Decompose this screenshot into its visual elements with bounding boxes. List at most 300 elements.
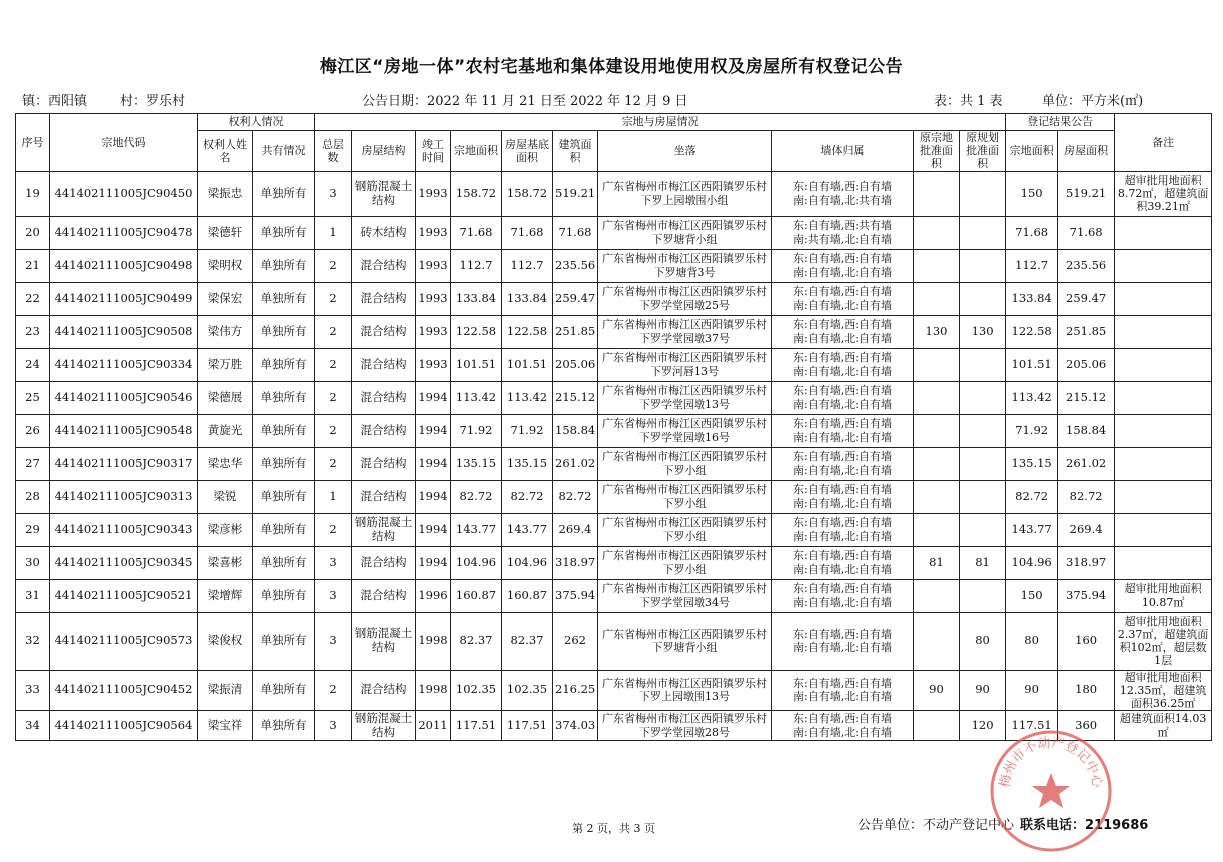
orig-approved-area — [914, 171, 960, 216]
wall-east-west: 东:自有墙,西:自有墙 — [793, 483, 892, 497]
completion-year: 1993 — [416, 282, 451, 315]
orig-approved-area — [914, 414, 960, 447]
parcel-code: 441402111005JC90452 — [50, 670, 198, 711]
row-seq: 26 — [16, 414, 50, 447]
owner-name: 梁锐 — [198, 480, 253, 513]
completion-year: 1998 — [416, 670, 451, 711]
building-area: 216.25 — [553, 670, 598, 711]
house-structure: 混合结构 — [352, 447, 416, 480]
header-seq: 序号 — [16, 114, 50, 172]
owner-name: 梁忠华 — [198, 447, 253, 480]
share-status: 单独所有 — [253, 447, 315, 480]
wall-south-north: 南:自有墙,北:自有墙 — [793, 364, 892, 378]
result-land-area: 122.58 — [1006, 315, 1058, 348]
owner-name: 梁万胜 — [198, 348, 253, 381]
share-status: 单独所有 — [253, 546, 315, 579]
completion-year: 1994 — [416, 381, 451, 414]
orig-plan-area: 81 — [960, 546, 1006, 579]
wall-south-north: 南:共有墙,北:自有墙 — [793, 232, 892, 246]
wall-east-west: 东:自有墙,西:自有墙 — [793, 582, 892, 596]
building-area: 82.72 — [553, 480, 598, 513]
orig-plan-area — [960, 513, 1006, 546]
floor-count: 2 — [315, 249, 352, 282]
result-house-area: 215.12 — [1058, 381, 1115, 414]
wall-east-west: 东:自有墙,西:自有墙 — [793, 252, 892, 266]
completion-year: 1994 — [416, 546, 451, 579]
location: 广东省梅州市梅江区西阳镇罗乐村下罗上园墩围小组 — [598, 171, 772, 216]
header-res-land: 宗地面积 — [1006, 131, 1058, 172]
row-seq: 34 — [16, 711, 50, 741]
orig-plan-area — [960, 480, 1006, 513]
wall-ownership — [772, 315, 914, 348]
base-area: 82.37 — [502, 612, 553, 670]
owner-name: 梁伟方 — [198, 315, 253, 348]
land-area: 71.68 — [451, 216, 502, 249]
orig-approved-area — [914, 480, 960, 513]
seal-star-icon — [1032, 773, 1070, 808]
contact-phone: 联系电话：2119686 — [1020, 818, 1149, 833]
location: 广东省梅州市梅江区西阳镇罗乐村下罗学堂园墩37号 — [598, 315, 772, 348]
floor-count: 2 — [315, 414, 352, 447]
share-status: 单独所有 — [253, 480, 315, 513]
house-structure: 混合结构 — [352, 546, 416, 579]
building-area: 71.68 — [553, 216, 598, 249]
wall-ownership — [772, 711, 914, 741]
wall-south-north: 南:自有墙,北:自有墙 — [793, 529, 892, 543]
registration-table — [15, 113, 1212, 741]
floor-count: 2 — [315, 447, 352, 480]
location: 广东省梅州市梅江区西阳镇罗乐村下罗上园墩围13号 — [598, 670, 772, 711]
house-structure: 混合结构 — [352, 579, 416, 612]
building-area: 262 — [553, 612, 598, 670]
remark — [1115, 546, 1212, 579]
orig-approved-area — [914, 513, 960, 546]
header-remark: 备注 — [1115, 114, 1212, 172]
land-area: 117.51 — [451, 711, 502, 741]
wall-south-north: 南:自有墙,北:自有墙 — [793, 397, 892, 411]
completion-year: 1993 — [416, 348, 451, 381]
owner-name: 梁增辉 — [198, 579, 253, 612]
land-area: 71.92 — [451, 414, 502, 447]
wall-ownership — [772, 670, 914, 711]
owner-name: 梁德展 — [198, 381, 253, 414]
house-structure: 混合结构 — [352, 315, 416, 348]
result-land-area: 113.42 — [1006, 381, 1058, 414]
parcel-code: 441402111005JC90343 — [50, 513, 198, 546]
base-area: 82.72 — [502, 480, 553, 513]
remark — [1115, 513, 1212, 546]
wall-ownership — [772, 249, 914, 282]
wall-east-west: 东:自有墙,西:共有墙 — [793, 219, 892, 233]
wall-ownership — [772, 171, 914, 216]
building-area: 259.47 — [553, 282, 598, 315]
result-land-area: 133.84 — [1006, 282, 1058, 315]
share-status: 单独所有 — [253, 579, 315, 612]
town-label: 镇：西阳镇 — [22, 94, 88, 109]
house-structure: 混合结构 — [352, 249, 416, 282]
owner-name: 梁喜彬 — [198, 546, 253, 579]
building-area: 235.56 — [553, 249, 598, 282]
completion-year: 1994 — [416, 480, 451, 513]
orig-plan-area — [960, 414, 1006, 447]
share-status: 单独所有 — [253, 282, 315, 315]
base-area: 117.51 — [502, 711, 553, 741]
remark — [1115, 414, 1212, 447]
floor-count: 1 — [315, 216, 352, 249]
wall-east-west: 东:自有墙,西:自有墙 — [793, 712, 892, 726]
orig-plan-area — [960, 282, 1006, 315]
wall-east-west: 东:自有墙,西:自有墙 — [793, 450, 892, 464]
building-area: 519.21 — [553, 171, 598, 216]
land-area: 143.77 — [451, 513, 502, 546]
completion-year: 1994 — [416, 414, 451, 447]
wall-south-north: 南:自有墙,北:自有墙 — [793, 562, 892, 576]
row-seq: 30 — [16, 546, 50, 579]
share-status: 单独所有 — [253, 711, 315, 741]
result-land-area: 143.77 — [1006, 513, 1058, 546]
row-seq: 32 — [16, 612, 50, 670]
orig-plan-area — [960, 579, 1006, 612]
house-structure: 钢筋混凝土结构 — [352, 171, 416, 216]
wall-ownership — [772, 480, 914, 513]
result-house-area: 269.4 — [1058, 513, 1115, 546]
result-land-area: 112.7 — [1006, 249, 1058, 282]
village-label: 村：罗乐村 — [120, 94, 186, 109]
base-area: 143.77 — [502, 513, 553, 546]
share-status: 单独所有 — [253, 670, 315, 711]
result-house-area: 375.94 — [1058, 579, 1115, 612]
header-orig-plan: 原规划批准面积 — [960, 131, 1006, 172]
building-area: 251.85 — [553, 315, 598, 348]
floor-count: 1 — [315, 480, 352, 513]
wall-south-north: 南:自有墙,北:自有墙 — [793, 298, 892, 312]
parcel-code: 441402111005JC90499 — [50, 282, 198, 315]
parcel-code: 441402111005JC90546 — [50, 381, 198, 414]
building-area: 158.84 — [553, 414, 598, 447]
header-orig-approved: 原宗地批准面积 — [914, 131, 960, 172]
base-area: 71.68 — [502, 216, 553, 249]
table-row — [16, 546, 1212, 579]
wall-south-north: 南:自有墙,北:自有墙 — [793, 331, 892, 345]
header-year: 竣工时间 — [416, 131, 451, 172]
location: 广东省梅州市梅江区西阳镇罗乐村下罗小组 — [598, 513, 772, 546]
floor-count: 2 — [315, 282, 352, 315]
table-row — [16, 612, 1212, 670]
result-house-area: 519.21 — [1058, 171, 1115, 216]
table-body — [16, 171, 1212, 741]
share-status: 单独所有 — [253, 249, 315, 282]
header-build-area: 建筑面积 — [553, 131, 598, 172]
remark: 超审批用地面积2.37㎡，超建筑面积102㎡，超层数1层 — [1115, 612, 1212, 670]
completion-year: 1993 — [416, 216, 451, 249]
share-status: 单独所有 — [253, 612, 315, 670]
house-structure: 钢筋混凝土结构 — [352, 612, 416, 670]
result-land-area: 82.72 — [1006, 480, 1058, 513]
base-area: 135.15 — [502, 447, 553, 480]
seal-text: 梅州市不动产登记中心 — [997, 735, 1105, 789]
row-seq: 24 — [16, 348, 50, 381]
completion-year: 1993 — [416, 315, 451, 348]
header-name: 权利人姓名 — [198, 131, 253, 172]
orig-plan-area — [960, 249, 1006, 282]
header-rights-group: 权利人情况 — [198, 114, 315, 131]
orig-plan-area: 130 — [960, 315, 1006, 348]
owner-name: 梁保宏 — [198, 282, 253, 315]
remark — [1115, 216, 1212, 249]
land-area: 102.35 — [451, 670, 502, 711]
orig-plan-area — [960, 171, 1006, 216]
wall-ownership — [772, 513, 914, 546]
result-house-area: 318.97 — [1058, 546, 1115, 579]
orig-approved-area — [914, 249, 960, 282]
owner-name: 梁振清 — [198, 670, 253, 711]
orig-approved-area — [914, 579, 960, 612]
share-status: 单独所有 — [253, 414, 315, 447]
row-seq: 21 — [16, 249, 50, 282]
land-area: 158.72 — [451, 171, 502, 216]
location: 广东省梅州市梅江区西阳镇罗乐村下罗塘背小组 — [598, 612, 772, 670]
base-area: 71.92 — [502, 414, 553, 447]
row-seq: 23 — [16, 315, 50, 348]
header-structure: 房屋结构 — [352, 131, 416, 172]
owner-name: 梁宝祥 — [198, 711, 253, 741]
table-row — [16, 282, 1212, 315]
result-land-area: 104.96 — [1006, 546, 1058, 579]
remark — [1115, 480, 1212, 513]
remark — [1115, 315, 1212, 348]
location: 广东省梅州市梅江区西阳镇罗乐村下罗小组 — [598, 546, 772, 579]
wall-east-west: 东:自有墙,西:自有墙 — [793, 285, 892, 299]
page-indicator: 第 2 页，共 3 页 — [572, 822, 655, 835]
remark: 超建筑面积14.03㎡ — [1115, 711, 1212, 741]
wall-south-north: 南:自有墙,北:自有墙 — [793, 430, 892, 444]
wall-east-west: 东:自有墙,西:自有墙 — [793, 549, 892, 563]
base-area: 104.96 — [502, 546, 553, 579]
table-row — [16, 171, 1212, 216]
table-row — [16, 249, 1212, 282]
share-status: 单独所有 — [253, 348, 315, 381]
base-area: 112.7 — [502, 249, 553, 282]
wall-east-west: 东:自有墙,西:自有墙 — [793, 180, 892, 194]
result-land-area: 101.51 — [1006, 348, 1058, 381]
unit-label: 单位：平方米(㎡) — [1042, 94, 1144, 109]
wall-south-north: 南:自有墙,北:自有墙 — [793, 265, 892, 279]
parcel-code: 441402111005JC90548 — [50, 414, 198, 447]
completion-year: 1993 — [416, 249, 451, 282]
remark — [1115, 249, 1212, 282]
land-area: 133.84 — [451, 282, 502, 315]
house-structure: 混合结构 — [352, 348, 416, 381]
base-area: 158.72 — [502, 171, 553, 216]
result-land-area: 117.51 — [1006, 711, 1058, 741]
floor-count: 3 — [315, 171, 352, 216]
result-house-area: 251.85 — [1058, 315, 1115, 348]
base-area: 101.51 — [502, 348, 553, 381]
remark: 超审批用地面积12.35㎡，超建筑面积36.25㎡ — [1115, 670, 1212, 711]
share-status: 单独所有 — [253, 381, 315, 414]
parcel-code: 441402111005JC90478 — [50, 216, 198, 249]
land-area: 135.15 — [451, 447, 502, 480]
result-land-area: 150 — [1006, 579, 1058, 612]
wall-south-north: 南:自有墙,北:自有墙 — [793, 641, 892, 655]
row-seq: 28 — [16, 480, 50, 513]
wall-south-north: 南:自有墙,北:自有墙 — [793, 463, 892, 477]
completion-year: 1993 — [416, 171, 451, 216]
wall-south-north: 南:自有墙,北:自有墙 — [793, 496, 892, 510]
house-structure: 钢筋混凝土结构 — [352, 711, 416, 741]
completion-year: 2011 — [416, 711, 451, 741]
wall-ownership — [772, 447, 914, 480]
location: 广东省梅州市梅江区西阳镇罗乐村下罗学堂园墩25号 — [598, 282, 772, 315]
wall-ownership — [772, 579, 914, 612]
table-row — [16, 480, 1212, 513]
result-land-area: 90 — [1006, 670, 1058, 711]
orig-approved-area — [914, 216, 960, 249]
wall-east-west: 东:自有墙,西:自有墙 — [793, 677, 892, 691]
notice-title: 梅江区“房地一体”农村宅基地和集体建设用地使用权及房屋所有权登记公告 — [319, 57, 904, 77]
table-row — [16, 670, 1212, 711]
floor-count: 3 — [315, 612, 352, 670]
wall-ownership — [772, 348, 914, 381]
land-area: 113.42 — [451, 381, 502, 414]
owner-name: 梁俊权 — [198, 612, 253, 670]
wall-east-west: 东:自有墙,西:自有墙 — [793, 417, 892, 431]
land-area: 101.51 — [451, 348, 502, 381]
location: 广东省梅州市梅江区西阳镇罗乐村下罗河唇13号 — [598, 348, 772, 381]
building-area: 205.06 — [553, 348, 598, 381]
floor-count: 3 — [315, 546, 352, 579]
floor-count: 3 — [315, 711, 352, 741]
result-house-area: 180 — [1058, 670, 1115, 711]
header-floors: 总层数 — [315, 131, 352, 172]
issuing-unit: 公告单位：不动产登记中心 — [858, 818, 1015, 833]
row-seq: 27 — [16, 447, 50, 480]
floor-count: 2 — [315, 348, 352, 381]
orig-plan-area — [960, 348, 1006, 381]
building-area: 375.94 — [553, 579, 598, 612]
location: 广东省梅州市梅江区西阳镇罗乐村下罗塘背3号 — [598, 249, 772, 282]
remark: 超审批用地面积8.72㎡，超建筑面积39.21㎡ — [1115, 171, 1212, 216]
remark: 超审批用地面积10.87㎡ — [1115, 579, 1212, 612]
parcel-code: 441402111005JC90498 — [50, 249, 198, 282]
land-area: 104.96 — [451, 546, 502, 579]
base-area: 102.35 — [502, 670, 553, 711]
wall-ownership — [772, 282, 914, 315]
table-row — [16, 348, 1212, 381]
building-area: 374.03 — [553, 711, 598, 741]
floor-count: 3 — [315, 579, 352, 612]
orig-plan-area: 90 — [960, 670, 1006, 711]
wall-ownership — [772, 381, 914, 414]
remark — [1115, 381, 1212, 414]
row-seq: 29 — [16, 513, 50, 546]
wall-east-west: 东:自有墙,西:自有墙 — [793, 351, 892, 365]
house-structure: 混合结构 — [352, 282, 416, 315]
parcel-code: 441402111005JC90521 — [50, 579, 198, 612]
parcel-code: 441402111005JC90313 — [50, 480, 198, 513]
location: 广东省梅州市梅江区西阳镇罗乐村下罗小组 — [598, 480, 772, 513]
location: 广东省梅州市梅江区西阳镇罗乐村下罗学堂园墩16号 — [598, 414, 772, 447]
wall-ownership — [772, 612, 914, 670]
share-status: 单独所有 — [253, 171, 315, 216]
building-area: 269.4 — [553, 513, 598, 546]
wall-south-north: 南:自有墙,北:共有墙 — [793, 193, 892, 207]
orig-approved-area: 81 — [914, 546, 960, 579]
completion-year: 1994 — [416, 447, 451, 480]
result-land-area: 71.92 — [1006, 414, 1058, 447]
header-location: 坐落 — [598, 131, 772, 172]
land-area: 82.37 — [451, 612, 502, 670]
result-house-area: 261.02 — [1058, 447, 1115, 480]
header-res-house: 房屋面积 — [1058, 131, 1115, 172]
orig-approved-area — [914, 381, 960, 414]
parcel-code: 441402111005JC90450 — [50, 171, 198, 216]
base-area: 160.87 — [502, 579, 553, 612]
floor-count: 2 — [315, 315, 352, 348]
result-house-area: 71.68 — [1058, 216, 1115, 249]
orig-approved-area: 90 — [914, 670, 960, 711]
floor-count: 2 — [315, 670, 352, 711]
share-status: 单独所有 — [253, 315, 315, 348]
house-structure: 钢筋混凝土结构 — [352, 513, 416, 546]
result-house-area: 205.06 — [1058, 348, 1115, 381]
parcel-code: 441402111005JC90334 — [50, 348, 198, 381]
orig-plan-area: 80 — [960, 612, 1006, 670]
share-status: 单独所有 — [253, 513, 315, 546]
owner-name: 黄旋光 — [198, 414, 253, 447]
header-parcel-group: 宗地与房屋情况 — [315, 114, 1006, 131]
wall-east-west: 东:自有墙,西:自有墙 — [793, 318, 892, 332]
wall-south-north: 南:自有墙,北:自有墙 — [793, 725, 892, 739]
completion-year: 1994 — [416, 513, 451, 546]
owner-name: 梁德轩 — [198, 216, 253, 249]
orig-plan-area — [960, 447, 1006, 480]
parcel-code: 441402111005JC90345 — [50, 546, 198, 579]
owner-name: 梁明权 — [198, 249, 253, 282]
wall-east-west: 东:自有墙,西:自有墙 — [793, 627, 892, 641]
result-land-area: 150 — [1006, 171, 1058, 216]
house-structure: 混合结构 — [352, 480, 416, 513]
result-house-area: 158.84 — [1058, 414, 1115, 447]
result-house-area: 82.72 — [1058, 480, 1115, 513]
wall-south-north: 南:自有墙,北:自有墙 — [793, 595, 892, 609]
completion-year: 1996 — [416, 579, 451, 612]
land-area: 160.87 — [451, 579, 502, 612]
base-area: 133.84 — [502, 282, 553, 315]
base-area: 113.42 — [502, 381, 553, 414]
table-row — [16, 414, 1212, 447]
completion-year: 1998 — [416, 612, 451, 670]
parcel-code: 441402111005JC90317 — [50, 447, 198, 480]
remark — [1115, 447, 1212, 480]
result-land-area: 135.15 — [1006, 447, 1058, 480]
row-seq: 20 — [16, 216, 50, 249]
house-structure: 混合结构 — [352, 414, 416, 447]
remark — [1115, 348, 1212, 381]
parcel-code: 441402111005JC90573 — [50, 612, 198, 670]
table-row — [16, 579, 1212, 612]
sheet-count: 表：共 1 表 — [934, 94, 1003, 109]
table-row — [16, 513, 1212, 546]
share-status: 单独所有 — [253, 216, 315, 249]
row-seq: 19 — [16, 171, 50, 216]
row-seq: 22 — [16, 282, 50, 315]
header-share: 共有情况 — [253, 131, 315, 172]
result-house-area: 160 — [1058, 612, 1115, 670]
house-structure: 混合结构 — [352, 381, 416, 414]
location: 广东省梅州市梅江区西阳镇罗乐村下罗塘背小组 — [598, 216, 772, 249]
land-area: 122.58 — [451, 315, 502, 348]
